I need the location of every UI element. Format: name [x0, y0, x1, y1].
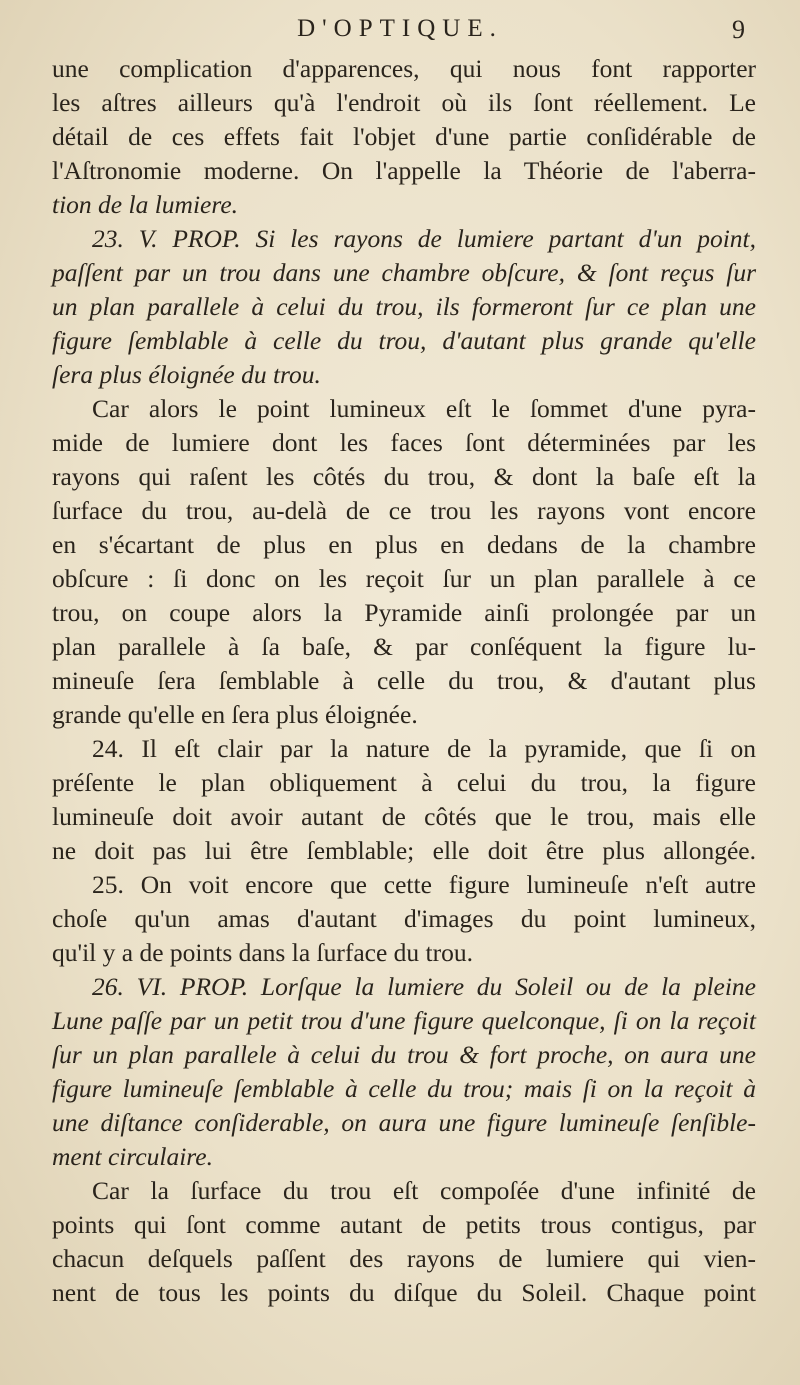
text-line: tion de la lumiere. — [52, 190, 239, 219]
text-line: en s'écartant de plus en plus en dedans de la chambre — [52, 530, 756, 559]
text-line: un plan parallele à celui du trou, ils formeront ſur ce plan une — [52, 292, 756, 321]
text-line: préſente le plan obliquement à celui du trou, la figure — [52, 768, 756, 797]
text-line: ment circulaire. — [52, 1142, 213, 1171]
text-line: obſcure : ſi donc on les reçoit ſur un plan parallele à ce — [52, 564, 756, 593]
text-line: Car la ſurface du trou eſt compoſée d'une infinité de — [92, 1176, 756, 1205]
text-line: ſurface du trou, au-delà de ce trou les rayons vont encore — [52, 496, 756, 525]
text-line: qu'il y a de points dans la ſurface du trou. — [52, 938, 473, 967]
text-line: choſe qu'un amas d'autant d'images du point lumineux, — [52, 904, 756, 933]
text-line: rayons qui raſent les côtés du trou, & dont la baſe eſt la — [52, 462, 756, 491]
text-line: 26. VI. PROP. Lorſque la lumiere du Soleil ou de la pleine — [92, 972, 756, 1001]
text-line: 23. V. PROP. Si les rayons de lumiere partant d'un point, — [92, 224, 756, 253]
text-line: ſur un plan parallele à celui du trou & fort proche, on aura une — [52, 1040, 756, 1069]
text-line: les aſtres ailleurs qu'à l'endroit où ils ſont réellement. Le — [52, 88, 756, 117]
text-line: figure ſemblable à celle du trou, d'autant plus grande qu'elle — [52, 326, 756, 355]
text-line: ne doit pas lui être ſemblable; elle doit être plus allongée. — [52, 836, 756, 865]
text-line: 25. On voit encore que cette figure lumineuſe n'eſt autre — [92, 870, 756, 899]
text-line: figure lumineuſe ſemblable à celle du trou; mais ſi on la reçoit à — [52, 1074, 756, 1103]
text-line: chacun deſquels paſſent des rayons de lumiere qui vien- — [52, 1244, 756, 1273]
text-line: une diſtance conſiderable, on aura une figure lumineuſe ſenſible- — [52, 1108, 756, 1137]
text-line: plan parallele à ſa baſe, & par conſéquent la figure lu- — [52, 632, 756, 661]
text-line: grande qu'elle en ſera plus éloignée. — [52, 700, 418, 729]
text-line: l'Aſtronomie moderne. On l'appelle la Théorie de l'aberra- — [52, 156, 756, 185]
text-line: ſera plus éloignée du trou. — [52, 360, 321, 389]
text-line: mineuſe ſera ſemblable à celle du trou, & d'autant plus — [52, 666, 756, 695]
text-line: une complication d'apparences, qui nous font rapporter — [52, 54, 756, 83]
text-line: paſſent par un trou dans une chambre obſcure, & ſont reçus ſur — [52, 258, 756, 287]
text-line: 24. Il eſt clair par la nature de la pyramide, que ſi on — [92, 734, 756, 763]
page-header — [0, 15, 800, 49]
running-title: D'OPTIQUE. — [297, 15, 503, 42]
text-line: nent de tous les points du diſque du Soleil. Chaque point — [52, 1278, 756, 1307]
text-line: points qui ſont comme autant de petits trous contigus, par — [52, 1210, 756, 1239]
body-text — [52, 52, 756, 1310]
text-line: lumineuſe doit avoir autant de côtés que le trou, mais elle — [52, 802, 756, 831]
page-number: 9 — [732, 15, 745, 44]
text-line: Car alors le point lumineux eſt le ſommet d'une pyra- — [92, 394, 756, 423]
text-line: détail de ces effets fait l'objet d'une partie conſidérable de — [52, 122, 756, 151]
text-line: trou, on coupe alors la Pyramide ainſi prolongée par un — [52, 598, 756, 627]
text-line: mide de lumiere dont les faces ſont déterminées par les — [52, 428, 756, 457]
text-line: Lune paſſe par un petit trou d'une figure quelconque, ſi on la reçoit — [52, 1006, 756, 1035]
